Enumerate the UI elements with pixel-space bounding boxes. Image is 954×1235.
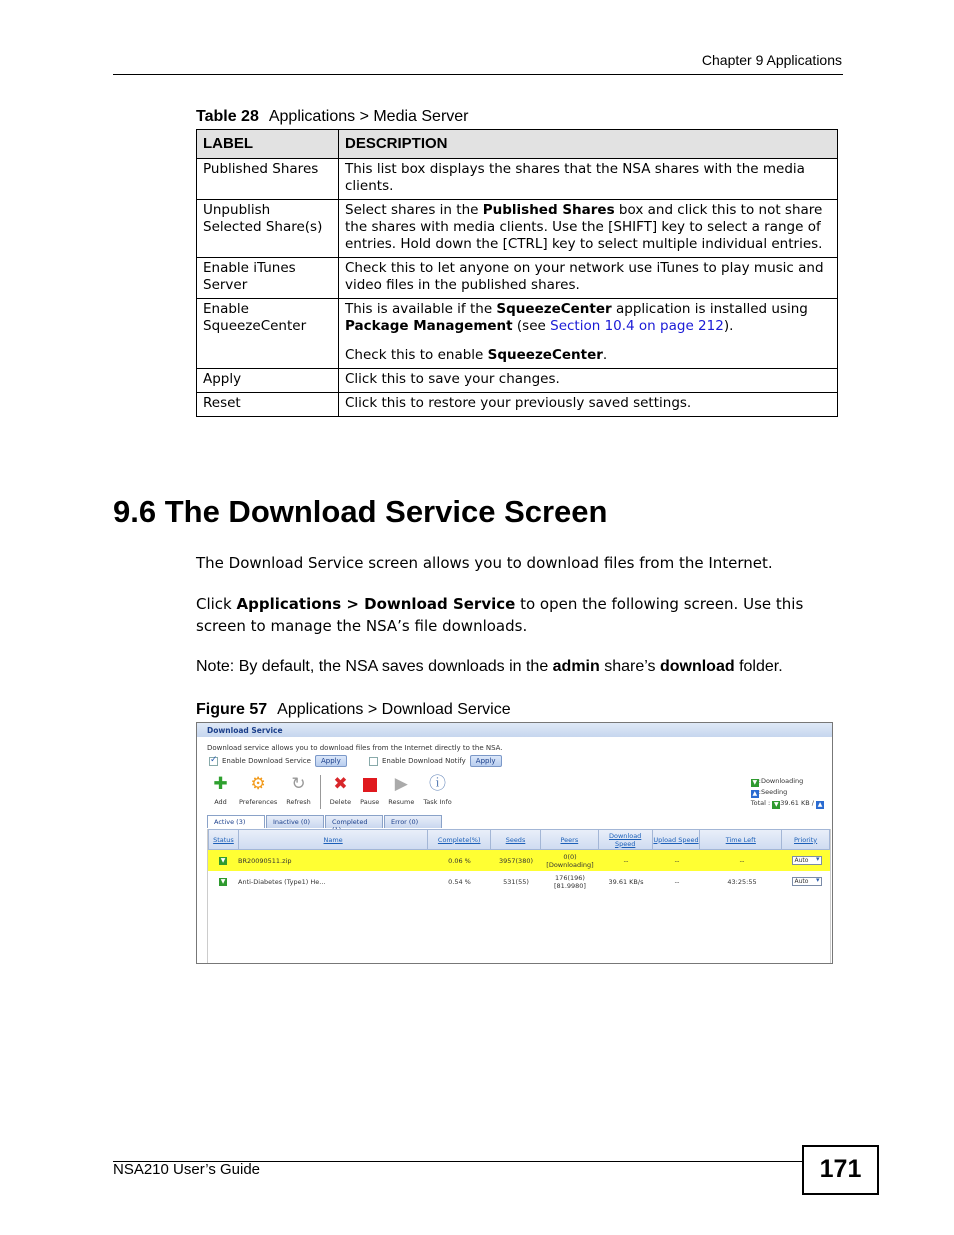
desc-text: application is installed using xyxy=(611,301,808,317)
screen-title: Download Service xyxy=(197,723,832,737)
para-bold: Applications > Download Service xyxy=(236,595,516,613)
desc-bold: Published Shares xyxy=(482,202,615,218)
row-label: Enable SqueezeCenter xyxy=(197,299,339,369)
info-icon: ⓘ xyxy=(429,774,447,794)
desc-paragraph xyxy=(345,347,831,364)
col-description: DESCRIPTION xyxy=(339,130,838,159)
table-row[interactable] xyxy=(208,871,830,892)
priority-select[interactable]: Auto ▾ xyxy=(792,856,822,865)
status-cell xyxy=(208,856,238,865)
desc-text: Check this to enable xyxy=(345,347,488,363)
seeds-cell: 531(55) xyxy=(503,877,529,886)
download-arrow-icon: ▼ xyxy=(752,779,758,786)
section-link[interactable]: Section 10.4 on page 212 xyxy=(550,318,724,334)
task-info-label: Task Info xyxy=(423,798,452,806)
note-bold: download xyxy=(659,658,735,675)
desc-text: This is available if the xyxy=(345,301,497,317)
preferences-label: Preferences xyxy=(239,798,278,806)
delete-button[interactable] xyxy=(330,775,351,809)
table-caption-text: Applications > Media Server xyxy=(268,108,469,125)
desc-text: . xyxy=(602,347,608,363)
delete-icon: ✖ xyxy=(333,774,348,794)
download-grid xyxy=(207,829,831,963)
page-number: 171 xyxy=(802,1145,879,1195)
time-left-cell: -- xyxy=(739,856,745,865)
priority-cell xyxy=(783,856,830,865)
guide-title: NSA210 User’s Guide xyxy=(113,1161,261,1178)
note xyxy=(196,658,783,676)
pause-icon xyxy=(360,775,379,794)
note-text: share’s xyxy=(599,658,660,675)
note-bold: admin xyxy=(552,658,600,675)
name-cell: Anti-Diabetes (Type1) Hе... xyxy=(238,877,326,886)
pause-button[interactable] xyxy=(360,775,379,809)
status-cell xyxy=(208,877,238,886)
row-label: Reset xyxy=(197,393,339,417)
peers-status: [Downloading] xyxy=(546,860,594,869)
seeds-cell: 3957(380) xyxy=(498,856,534,865)
figure-caption-number: Figure 57 xyxy=(196,701,268,718)
table-caption-number: Table 28 xyxy=(196,108,259,125)
complete-cell: 0.06 % xyxy=(448,856,471,865)
para-text: to open the following screen. Use this screen to manage the NSA’s file downloads. xyxy=(196,595,804,635)
table-row xyxy=(197,369,838,393)
peers-count: 176(196) xyxy=(555,873,585,882)
desc-bold: SqueezeCenter xyxy=(496,301,612,317)
col-priority[interactable]: Priority xyxy=(794,835,818,844)
apply-button[interactable]: Apply xyxy=(470,755,502,767)
toolbar-divider xyxy=(320,775,321,809)
figure-caption-text: Applications > Download Service xyxy=(277,701,511,718)
tab-completed[interactable]: Completed xyxy=(325,815,383,828)
figure-caption xyxy=(196,701,511,719)
download-arrow-icon: ▼ xyxy=(220,857,226,864)
enable-download-label: Enable Download Service xyxy=(222,757,311,765)
priority-cell xyxy=(783,877,830,886)
upload-arrow-icon: ▲ xyxy=(817,801,823,808)
desc-text: (see xyxy=(512,318,551,334)
header-rule xyxy=(113,74,843,75)
table-header-row xyxy=(197,130,838,159)
apply-button[interactable]: Apply xyxy=(315,755,347,767)
col-peers[interactable]: Peers xyxy=(541,830,599,849)
section-title: 9.6 The Download Service Screen xyxy=(113,494,608,529)
add-label: Add xyxy=(214,798,227,806)
legend-seeding xyxy=(751,787,824,798)
grid-header xyxy=(208,829,830,850)
intro-paragraph: The Download Service screen allows you to download files from the Internet. xyxy=(196,554,773,572)
row-label: Enable iTunes Server xyxy=(197,258,339,299)
total-speed xyxy=(751,798,824,809)
row-description xyxy=(339,299,838,369)
col-time-left[interactable]: Time Left xyxy=(700,830,782,849)
chapter-header: Chapter 9 Applications xyxy=(701,52,842,68)
toolbar xyxy=(211,775,461,809)
download-service-screenshot xyxy=(196,722,833,964)
refresh-icon: ↻ xyxy=(291,774,306,794)
download-arrow-icon: ▼ xyxy=(220,878,226,885)
peers-cell xyxy=(541,874,599,890)
priority-select[interactable]: Auto ▾ xyxy=(792,877,822,886)
note-text: folder. xyxy=(734,658,783,675)
refresh-button[interactable] xyxy=(286,775,311,809)
table-row xyxy=(197,258,838,299)
col-name[interactable]: Name xyxy=(239,830,428,849)
instruction-paragraph xyxy=(196,593,836,637)
desc-text: ). xyxy=(723,318,734,334)
upload-arrow-icon: ▲ xyxy=(752,790,758,797)
col-complete[interactable]: Complete(%) xyxy=(428,830,491,849)
table-row xyxy=(197,159,838,200)
para-text: Click xyxy=(196,595,237,613)
table-row xyxy=(197,393,838,417)
legend-seeding-label: :Seeding xyxy=(758,788,788,796)
enable-download-checkbox[interactable] xyxy=(209,757,218,766)
enable-notify-checkbox[interactable] xyxy=(369,757,378,766)
total-label: Total : xyxy=(750,799,771,807)
col-label: LABEL xyxy=(197,130,339,159)
refresh-label: Refresh xyxy=(286,798,311,806)
row-description: Click this to restore your previously saved settings. xyxy=(339,393,838,417)
row-description: Check this to let anyone on your network use iTunes to play music and video files in the published shares. xyxy=(339,258,838,299)
desc-bold: Package Management xyxy=(345,318,513,334)
row-description: Click this to save your changes. xyxy=(339,369,838,393)
desc-text: box and click this to not share the shares with media clients. Use the [SHIFT] key to select a range of entries. Hold down the [CTRL] key to select multiple individual entries. xyxy=(345,202,823,252)
table-row xyxy=(197,200,838,258)
table-row xyxy=(197,299,838,369)
time-left-cell: 43:25:55 xyxy=(727,877,757,886)
tab-bar xyxy=(207,815,442,828)
col-upload-speed[interactable]: Upload Speed xyxy=(653,830,701,849)
upload-speed-cell: -- xyxy=(674,856,680,865)
download-speed-cell: -- xyxy=(623,856,629,865)
row-description xyxy=(339,200,838,258)
legend-downloading-label: :Downloading xyxy=(758,777,804,785)
pause-label: Pause xyxy=(360,798,380,806)
resume-label: Resume xyxy=(388,798,415,806)
preferences-button[interactable] xyxy=(239,775,277,809)
total-value: 39.61 KB / xyxy=(780,799,814,807)
tab-error[interactable]: Error (0) xyxy=(384,815,442,828)
col-seeds[interactable]: Seeds xyxy=(491,830,541,849)
note-text: Note: By default, the NSA saves downloads in the xyxy=(196,658,553,675)
download-speed-cell: 39.61 KB/s xyxy=(608,877,644,886)
tab-active[interactable]: Active (3) xyxy=(207,815,265,828)
legend-downloading xyxy=(751,776,824,787)
row-description: This list box displays the shares that the NSA shares with the media clients. xyxy=(339,159,838,200)
download-arrow-icon: ▼ xyxy=(773,801,779,808)
table-caption xyxy=(196,108,469,126)
upload-speed-cell: -- xyxy=(674,877,680,886)
name-cell: BR20090511.zip xyxy=(238,856,292,865)
desc-bold: SqueezeCenter xyxy=(487,347,603,363)
peers-status: [81.9980] xyxy=(554,881,586,890)
delete-label: Delete xyxy=(329,798,352,806)
enable-notify-row xyxy=(369,755,502,767)
add-icon: ✚ xyxy=(213,774,228,794)
tab-inactive[interactable]: Inactive (0) xyxy=(266,815,324,828)
complete-cell: 0.54 % xyxy=(448,877,471,886)
add-button[interactable] xyxy=(211,775,230,809)
peers-count: 0(0) xyxy=(563,852,577,861)
desc-text: Select shares in the xyxy=(345,202,483,218)
task-info-button[interactable] xyxy=(423,775,451,809)
row-label: Unpublish Selected Share(s) xyxy=(197,200,339,258)
desc-paragraph xyxy=(345,301,831,335)
col-status[interactable]: Status xyxy=(209,830,239,849)
media-server-table xyxy=(196,129,838,417)
status-legend xyxy=(751,776,824,809)
col-download-speed[interactable]: Download Speed xyxy=(599,830,653,849)
enable-notify-label: Enable Download Notify xyxy=(382,757,466,765)
peers-cell xyxy=(541,853,599,869)
row-label: Apply xyxy=(197,369,339,393)
play-icon: ▶ xyxy=(394,774,408,794)
row-label: Published Shares xyxy=(197,159,339,200)
table-row[interactable] xyxy=(208,850,830,871)
gear-icon: ⚙ xyxy=(250,774,266,794)
resume-button[interactable] xyxy=(388,775,414,809)
screen-intro: Download service allows you to download files from the Internet directly to the NSA. xyxy=(207,744,503,752)
enable-download-row xyxy=(209,755,347,767)
